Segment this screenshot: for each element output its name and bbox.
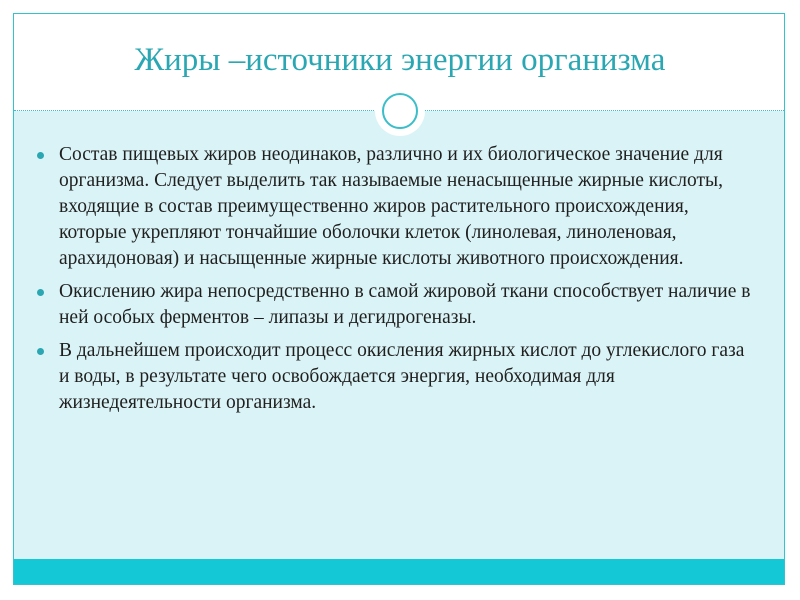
round-bullet-icon [37,152,44,159]
bullet-item-1 [36,142,756,272]
round-bullet-icon [37,348,44,355]
bullet-text: Состав пищевых жиров неодинаков, различно и их биологическое значение для организма. Следует выделить так называемые ненасыщенные жирные кислоты, входящие в состав преимущественно жиров растительного происхождения, которые укрепляют тончайшие оболочки клеток (линолевая, линоленовая, арахидоновая) и насыщенные жирные кислоты животного происхождения. [59,144,724,269]
bullet-item-2 [36,279,756,331]
round-bullet-icon [37,289,44,296]
circle-ornament-ring [382,93,418,129]
bullet-item-3 [36,338,756,416]
slide-title: Жиры –источники энергии организма [134,42,666,78]
bullet-text: Окислению жира непосредственно в самой жировой ткани способствует наличие в ней особых ферментов – липазы и дегидрогеназы. [59,281,751,328]
bullet-text: В дальнейшем происходит процесс окисления жирных кислот до углекислого газа и воды, в результате чего освобождается энергия, необходимая для жизнедеятельности организма. [59,340,745,413]
bullet-list [36,142,756,423]
